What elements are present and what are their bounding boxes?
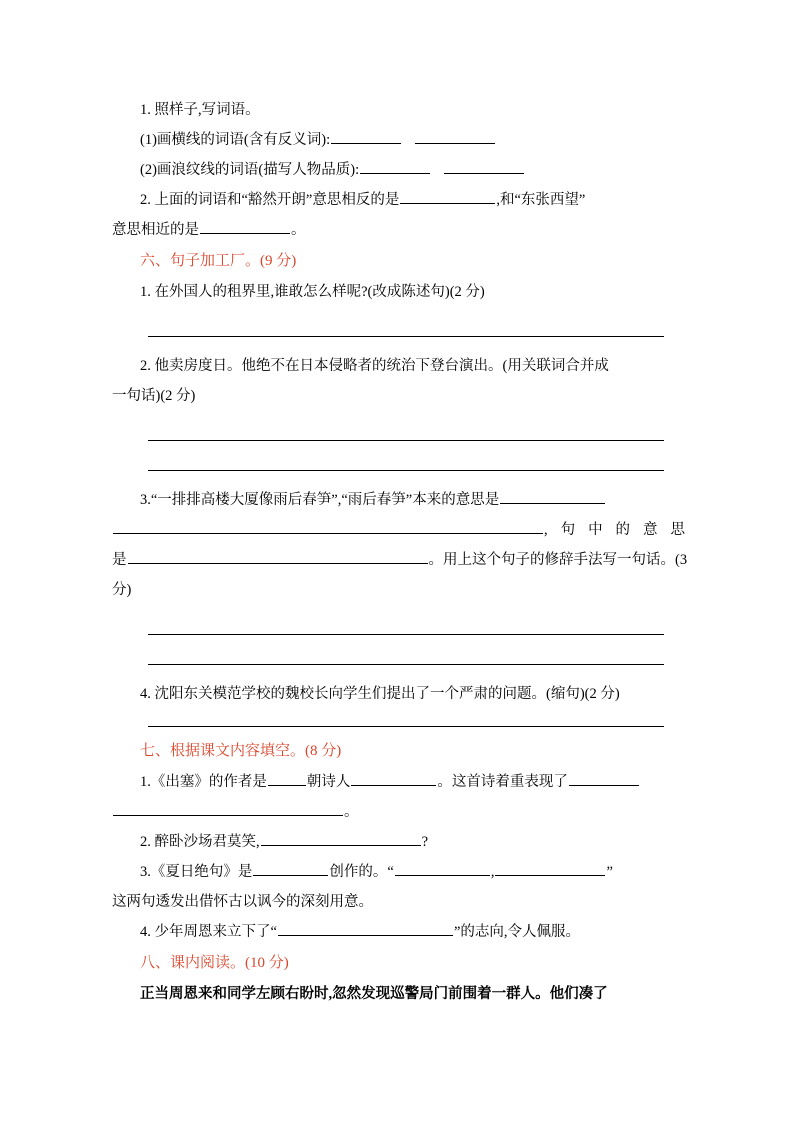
s7-q1-blank-1[interactable] xyxy=(268,770,306,786)
s7-q1-blank-2[interactable] xyxy=(351,770,436,786)
s6-q3-answer-lines[interactable] xyxy=(112,605,685,665)
q1-sub1 xyxy=(112,125,685,155)
s6-q3-line2 xyxy=(112,515,685,545)
s7-q3-line2: 这两句透发出借怀古以讽今的深刻用意。 xyxy=(112,894,373,910)
s7-q1-blank-3[interactable] xyxy=(569,770,639,786)
s6-q3-blank-2[interactable] xyxy=(113,518,543,534)
s7-q4-blank[interactable] xyxy=(278,920,453,936)
s7-q1-line2 xyxy=(112,797,685,827)
s7-q1-line1 xyxy=(112,767,685,797)
q1-sub1-blank-2[interactable] xyxy=(415,128,495,144)
s6-q3-line1 xyxy=(112,485,685,515)
q1-sub2-text: (2)画浪纹线的词语(描写人物品质): xyxy=(140,162,360,178)
q2-line2 xyxy=(112,215,685,245)
answer-line[interactable] xyxy=(148,469,664,471)
s6-q3-line2-text: ,句中的意思 xyxy=(544,522,685,538)
q2-line2-tail: 。 xyxy=(291,222,306,238)
reading-passage: 正当周恩来和同学左顾右盼时,忽然发现巡警局门前围着一群人。他们凑了 xyxy=(140,986,608,1002)
s7-q3-blank-1[interactable] xyxy=(253,860,328,876)
q1-heading-text: 1. 照样子,写词语。 xyxy=(140,102,260,118)
s7-q3-line1-text: 3.《夏日绝句》是 xyxy=(140,864,253,880)
s7-q1-line2-tail: 。 xyxy=(344,804,359,820)
s7-q3-mid: 创作的。“ xyxy=(329,864,394,880)
answer-line[interactable] xyxy=(148,335,664,337)
q1-sub1-blank-1[interactable] xyxy=(331,128,401,144)
s7-q2-blank[interactable] xyxy=(261,830,421,846)
s7-q1-blank-4[interactable] xyxy=(113,800,343,816)
s7-q2-tail: ? xyxy=(421,834,429,850)
s6-q3-line3-tail: 。用上这个句子的修辞手法写一句话。(3 xyxy=(428,552,688,568)
s7-q4-text: 4. 少年周恩来立下了“ xyxy=(140,924,277,940)
q2-line2-text: 意思相近的是 xyxy=(112,222,199,238)
s6-q2-answer-lines[interactable] xyxy=(112,411,685,471)
s7-q2 xyxy=(112,827,685,857)
s7-q1-line1-text: 1.《出塞》的作者是 xyxy=(140,774,267,790)
q2-line1-tail: ,和“东张西望” xyxy=(496,192,586,208)
s6-q3-line3 xyxy=(112,545,688,575)
s6-q1-answer-lines[interactable] xyxy=(112,307,685,337)
s6-q3-line4: 分) xyxy=(112,582,132,598)
answer-line[interactable] xyxy=(148,725,664,727)
s7-q1-tail: 。这首诗着重表现了 xyxy=(437,774,568,790)
s6-q3-blank-1[interactable] xyxy=(500,488,605,504)
s6-q3-line1-text: 3.“一排排高楼大厦像雨后春笋”,“雨后春笋”本来的意思是 xyxy=(140,492,500,508)
s6-q1: 1. 在外国人的租界里,谁敢怎么样呢?(改成陈述句)(2 分) xyxy=(140,284,485,300)
q2-line1 xyxy=(112,185,685,215)
section-six-title: 六、句子加工厂。(9 分) xyxy=(140,253,297,269)
s6-q4-answer-lines[interactable] xyxy=(112,709,685,727)
s7-q3-line1 xyxy=(112,857,685,887)
s7-q2-text: 2. 醉卧沙场君莫笑, xyxy=(140,834,260,850)
s6-q3-blank-3[interactable] xyxy=(128,548,428,564)
section-eight-title: 八、课内阅读。(10 分) xyxy=(140,955,289,971)
s7-q3-tail: , xyxy=(490,864,495,880)
s7-q4-tail: ”的志向,令人佩服。 xyxy=(453,924,580,940)
s6-q4: 4. 沈阳东关模范学校的魏校长向学生们提出了一个严肃的问题。(缩句)(2 分) xyxy=(140,686,620,702)
q1-sub1-text: (1)画横线的词语(含有反义词): xyxy=(140,132,331,148)
answer-line[interactable] xyxy=(148,663,664,665)
s7-q1-mid: 朝诗人 xyxy=(306,774,351,790)
q1-sub2-blank-2[interactable] xyxy=(444,158,524,174)
s6-q2-line1: 2. 他卖房度日。他绝不在日本侵略者的统治下登台演出。(用关联词合并成 xyxy=(140,358,609,374)
q2-line1-text: 2. 上面的词语和“豁然开朗”意思相反的是 xyxy=(140,192,400,208)
q2-blank-1[interactable] xyxy=(400,188,495,204)
s6-q3-line3-text: 是 xyxy=(112,552,127,568)
s7-q4 xyxy=(112,917,685,947)
section-seven-title: 七、根据课文内容填空。(8 分) xyxy=(140,743,342,759)
s7-q3-tail2: ” xyxy=(606,864,613,880)
q1-heading xyxy=(112,95,685,125)
s7-q3-blank-2[interactable] xyxy=(395,860,490,876)
s7-q3-blank-3[interactable] xyxy=(495,860,605,876)
q1-sub2-blank-1[interactable] xyxy=(360,158,430,174)
q1-sub2 xyxy=(112,155,685,185)
s6-q2-line2: 一句话)(2 分) xyxy=(112,388,196,404)
q2-blank-2[interactable] xyxy=(200,218,290,234)
